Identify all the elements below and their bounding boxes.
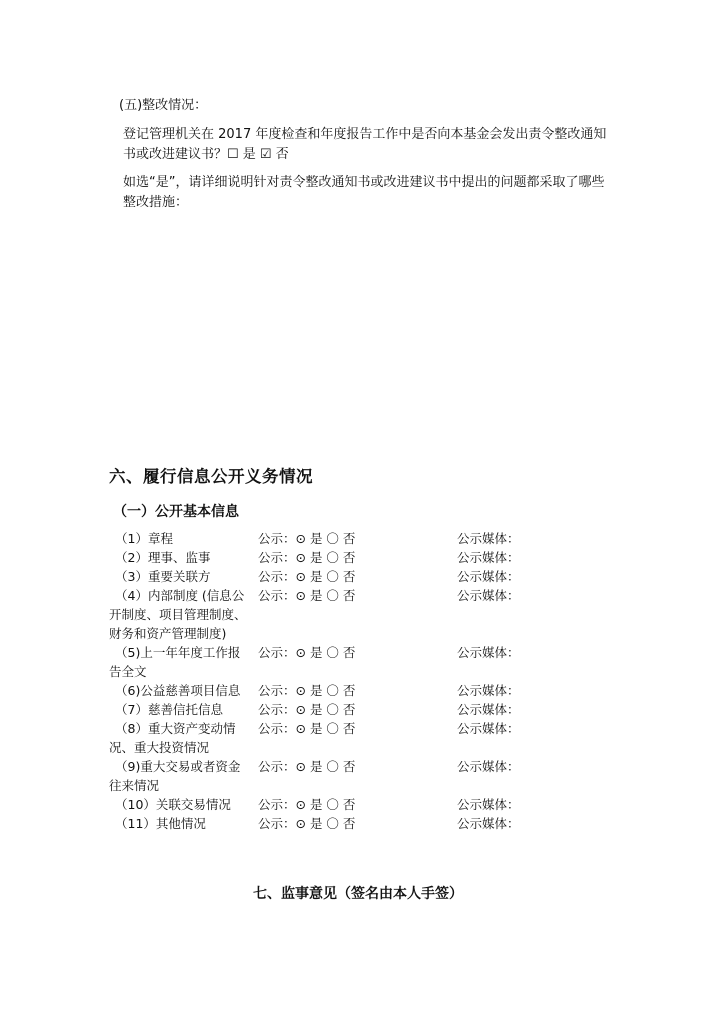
section5-followup-line1: 如选“是”，请详细说明针对责令整改通知书或改进建议书中提出的问题都采取了哪些	[123, 175, 605, 190]
disclosure-media-label: 公示媒体：	[457, 683, 520, 698]
disclosure-item-label: （9)重大交易或者资金	[115, 759, 241, 774]
disclosure-media-label: 公示媒体：	[457, 702, 520, 717]
disclosure-status: 公示：⊙ 是 〇 否	[258, 797, 356, 812]
disclosure-row-4-cont2	[0, 624, 724, 643]
disclosure-item-label-continued: 往来情况	[109, 778, 160, 793]
disclosure-status: 公示：⊙ 是 〇 否	[258, 531, 356, 546]
disclosure-row-8	[0, 719, 724, 738]
disclosure-item-label: （11）其他情况	[115, 816, 206, 831]
disclosure-item-label-continued: 财务和资产管理制度)	[109, 626, 227, 641]
disclosure-media-label: 公示媒体：	[457, 569, 520, 584]
disclosure-item-label: （4）内部制度 (信息公	[115, 588, 245, 603]
disclosure-item-label: （10）关联交易情况	[115, 797, 231, 812]
disclosure-row-1	[0, 529, 724, 548]
section5-question-line1: 登记管理机关在 2017 年度检查和年度报告工作中是否向本基金会发出责令整改通知	[123, 127, 607, 142]
section5-followup-line2: 整改措施：	[123, 195, 189, 210]
disclosure-status: 公示：⊙ 是 〇 否	[258, 645, 356, 660]
disclosure-row-2	[0, 548, 724, 567]
disclosure-status: 公示：⊙ 是 〇 否	[258, 683, 356, 698]
disclosure-row-3	[0, 567, 724, 586]
disclosure-row-9	[0, 757, 724, 776]
disclosure-media-label: 公示媒体：	[457, 588, 520, 603]
disclosure-row-4	[0, 586, 724, 605]
disclosure-row-4-cont1	[0, 605, 724, 624]
section5-heading: (五)整改情况：	[119, 98, 208, 113]
disclosure-item-label: （7）慈善信托信息	[115, 702, 223, 717]
disclosure-row-11	[0, 814, 724, 833]
disclosure-media-label: 公示媒体：	[457, 550, 520, 565]
disclosure-status: 公示：⊙ 是 〇 否	[258, 759, 356, 774]
disclosure-item-label: （8）重大资产变动情	[115, 721, 236, 736]
disclosure-media-label: 公示媒体：	[457, 816, 520, 831]
disclosure-row-6	[0, 681, 724, 700]
disclosure-status: 公示：⊙ 是 〇 否	[258, 588, 356, 603]
section6-title: 六、履行信息公开义务情况	[109, 467, 313, 486]
disclosure-item-label: （1）章程	[115, 531, 173, 546]
disclosure-media-label: 公示媒体：	[457, 797, 520, 812]
disclosure-media-label: 公示媒体：	[457, 721, 520, 736]
disclosure-item-label-continued: 告全文	[109, 664, 147, 679]
section7-title: 七、监事意见（签名由本人手签）	[253, 886, 463, 902]
section6-subtitle: （一）公开基本信息	[113, 504, 239, 520]
disclosure-media-label: 公示媒体：	[457, 531, 520, 546]
disclosure-item-label-continued: 况、重大投资情况	[109, 740, 210, 755]
disclosure-media-label: 公示媒体：	[457, 645, 520, 660]
disclosure-status: 公示：⊙ 是 〇 否	[258, 569, 356, 584]
disclosure-status: 公示：⊙ 是 〇 否	[258, 816, 356, 831]
disclosure-row-10	[0, 795, 724, 814]
disclosure-item-label: （5)上一年年度工作报	[115, 645, 241, 660]
disclosure-row-7	[0, 700, 724, 719]
disclosure-status: 公示：⊙ 是 〇 否	[258, 550, 356, 565]
section5-question-line2: 书或改进建议书？☐ 是 ☑ 否	[123, 147, 289, 162]
disclosure-status: 公示：⊙ 是 〇 否	[258, 702, 356, 717]
disclosure-row-5-cont1	[0, 662, 724, 681]
disclosure-media-label: 公示媒体：	[457, 759, 520, 774]
disclosure-row-8-cont1	[0, 738, 724, 757]
disclosure-status: 公示：⊙ 是 〇 否	[258, 721, 356, 736]
disclosure-row-9-cont1	[0, 776, 724, 795]
disclosure-item-label-continued: 开制度、项目管理制度、	[109, 607, 247, 622]
disclosure-row-5	[0, 643, 724, 662]
disclosure-item-label: （6)公益慈善项目信息	[115, 683, 241, 698]
disclosure-item-label: （2）理事、监事	[115, 550, 211, 565]
disclosure-item-label: （3）重要关联方	[115, 569, 211, 584]
